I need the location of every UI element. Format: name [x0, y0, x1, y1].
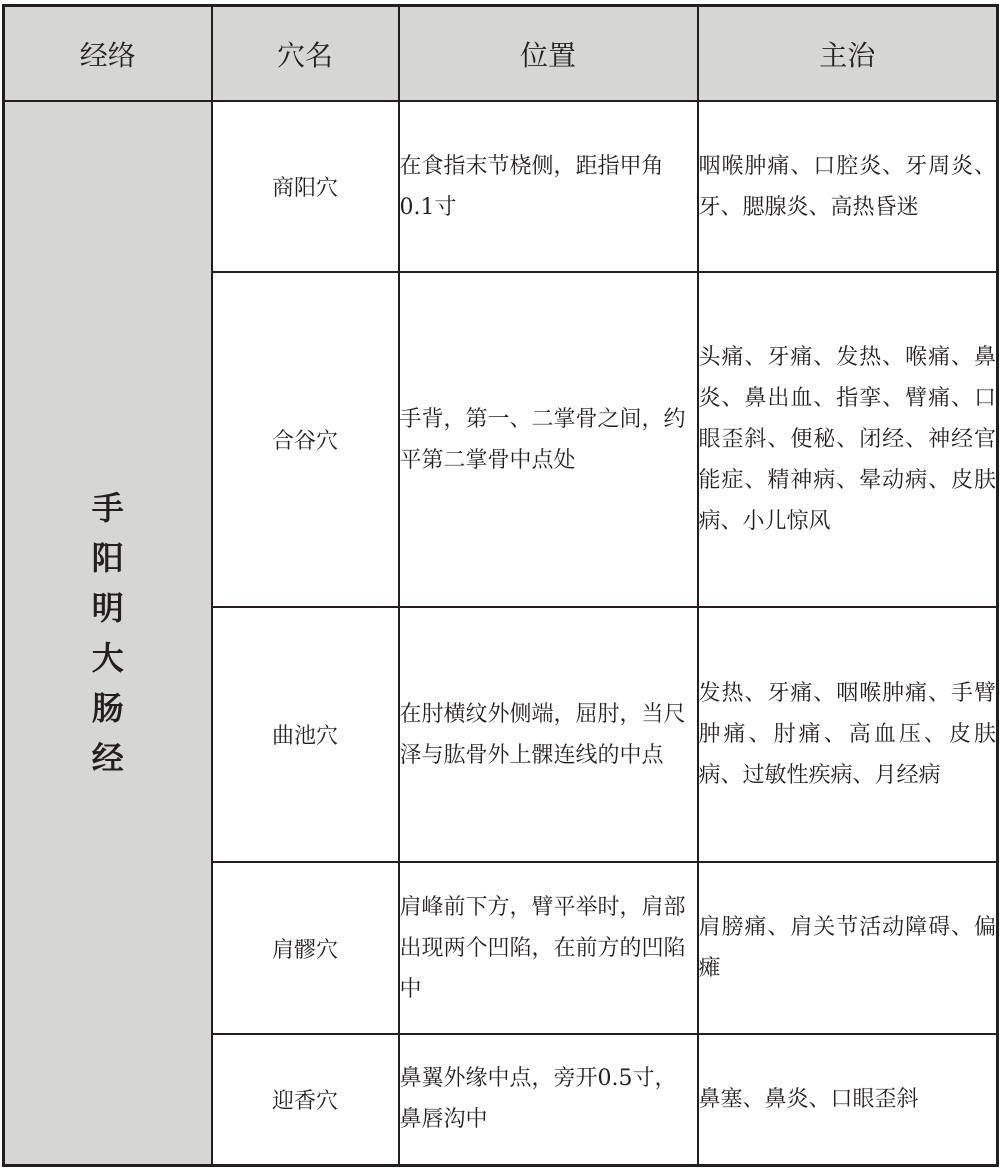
point-location: 肩峰前下方，臂平举时，肩部出现两个凹陷，在前方的凹陷中	[399, 862, 698, 1034]
point-name: 迎香穴	[212, 1034, 399, 1165]
acupoint-table	[2, 4, 999, 1167]
point-location: 手背，第一、二掌骨之间，约平第二掌骨中点处	[399, 272, 698, 607]
point-indications: 肩膀痛、肩关节活动障碍、偏瘫	[698, 862, 998, 1034]
point-name: 肩髎穴	[212, 862, 399, 1034]
point-location: 在肘横纹外侧端，屈肘，当尺泽与肱骨外上髁连线的中点	[399, 607, 698, 862]
header-indications: 主治	[698, 6, 998, 102]
meridian-name: 手阳明大肠经	[91, 488, 124, 777]
header-location: 位置	[399, 6, 698, 102]
point-indications: 咽喉肿痛、口腔炎、牙周炎、牙、腮腺炎、高热昏迷	[698, 101, 998, 272]
point-location: 鼻翼外缘中点，旁开0.5寸，鼻唇沟中	[399, 1034, 698, 1165]
header-point-name: 穴名	[212, 6, 399, 102]
meridian-cell	[4, 101, 212, 1165]
point-name: 曲池穴	[212, 607, 399, 862]
point-name: 合谷穴	[212, 272, 399, 607]
point-indications: 发热、牙痛、咽喉肿痛、手臂肿痛、肘痛、高血压、皮肤病、过敏性疾病、月经病	[698, 607, 998, 862]
point-name: 商阳穴	[212, 101, 399, 272]
point-indications: 鼻塞、鼻炎、口眼歪斜	[698, 1034, 998, 1165]
table-row	[4, 101, 998, 272]
point-indications: 头痛、牙痛、发热、喉痛、鼻炎、鼻出血、指挛、臂痛、口眼歪斜、便秘、闭经、神经官能症、精神病、晕动病、皮肤病、小儿惊风	[698, 272, 998, 607]
header-meridian: 经络	[4, 6, 212, 102]
point-location: 在食指末节桡侧，距指甲角0.1寸	[399, 101, 698, 272]
header-row	[4, 6, 998, 102]
